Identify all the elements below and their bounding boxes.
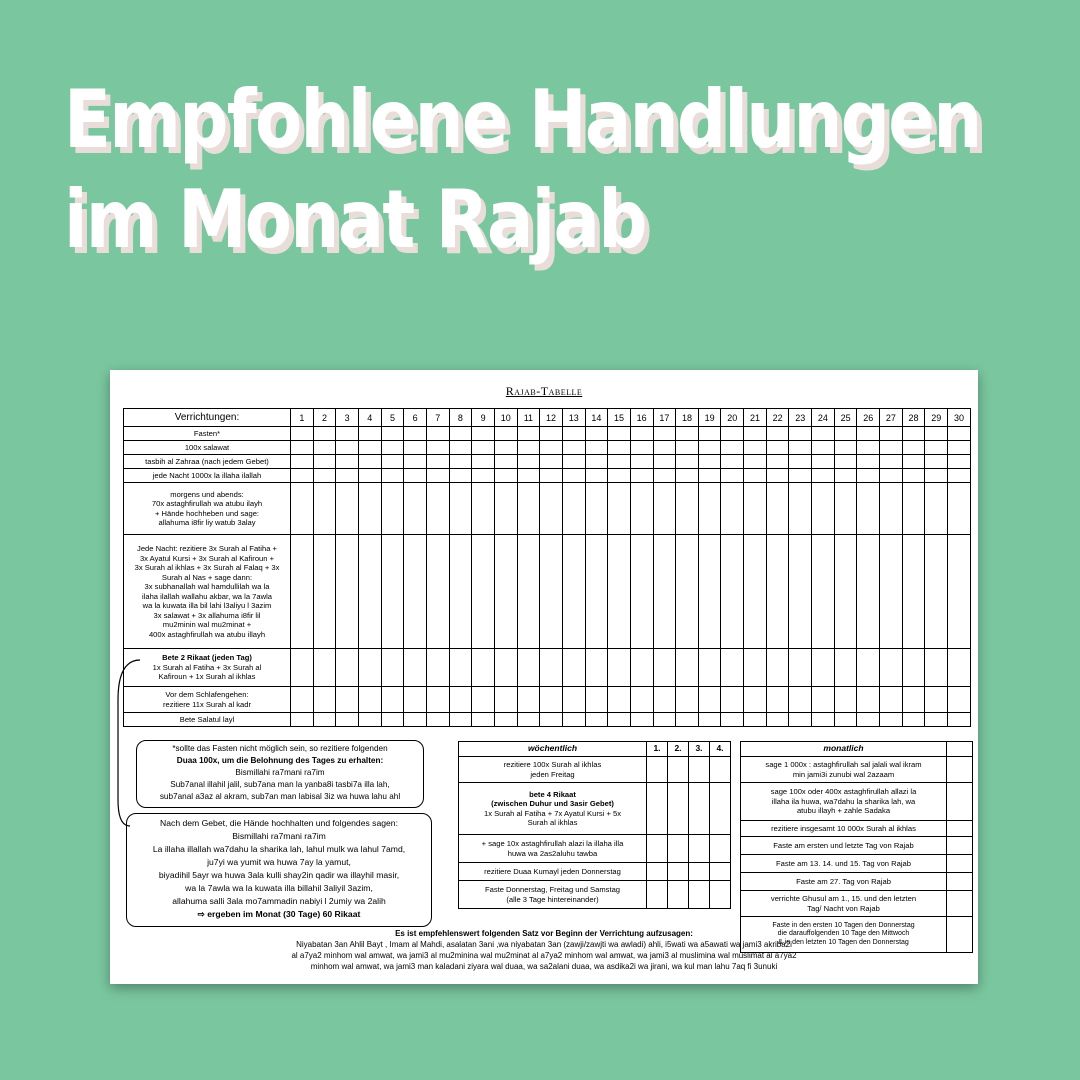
- day-header: 28: [902, 409, 925, 427]
- intention-line: al a7ya2 minhom wal amwat, wa jami3 al mu2minina wal mu2minat al a7ya2 minhom wal amwat, wa jami3 al muslimina wal muslimat al a7ya2: [291, 951, 797, 960]
- activities-header: Verrichtungen:: [124, 409, 291, 427]
- headline-line-1: Empfohlene Handlungen: [64, 73, 981, 166]
- activity-label: jede Nacht 1000x la illaha ilallah: [124, 469, 291, 483]
- day-header: 27: [880, 409, 903, 427]
- day-header: 25: [834, 409, 857, 427]
- prayer-note-line: La illaha illallah wa7dahu la sharika lah, lahul mulk wa lahul 7amd,: [152, 844, 406, 854]
- day-header: 4: [358, 409, 381, 427]
- day-header: 18: [676, 409, 699, 427]
- intention-heading: Es ist empfehlenswert folgenden Satz vor Beginn der Verrichtung aufzusagen:: [395, 929, 693, 938]
- monthly-activity-label: Faste in den ersten 10 Tagen den Donnerstag die darauffolgenden 10 Tage den Mittwoch & in den letzten 10 Tagen den Donnerstag: [741, 917, 947, 953]
- day-header: 15: [608, 409, 631, 427]
- day-header: 2: [313, 409, 336, 427]
- after-prayer-note: [126, 813, 432, 927]
- intention-note: [110, 928, 978, 972]
- headline: [64, 70, 981, 270]
- month-check-cell[interactable]: [947, 855, 973, 873]
- week-check-cell[interactable]: [647, 783, 668, 835]
- monthly-row: [741, 837, 973, 855]
- fasting-note-line: Duaa 100x, um die Belohnung des Tages zu erhalten:: [176, 756, 384, 765]
- monthly-check-header: [947, 742, 973, 757]
- day-header: 5: [381, 409, 404, 427]
- monthly-table: [740, 741, 973, 953]
- weekly-row: [459, 835, 731, 863]
- sheet-title: Rajab-Tabelle: [505, 384, 583, 398]
- week-check-cell[interactable]: [668, 881, 689, 909]
- weekly-row: [459, 863, 731, 881]
- day-header: 1: [291, 409, 314, 427]
- weekly-activity-label: rezitiere 100x Surah al ikhlas jeden Freitag: [459, 757, 647, 783]
- week-number-header: 2.: [668, 742, 689, 757]
- weekly-activity-label: + sage 10x astaghfirullah alazi la illaha illa huwa wa 2as2aluhu tawba: [459, 835, 647, 863]
- day-header: 16: [630, 409, 653, 427]
- activity-label: morgens und abends: 70x astaghfirullah wa atubu ilayh + Hände hochheben und sage: allahuma i8fir liy watub 3alay: [124, 483, 291, 535]
- prayer-note-line: Bismillahi ra7mani ra7im: [232, 831, 326, 841]
- fasting-note-line: *sollte das Fasten nicht möglich sein, so rezitiere folgenden: [172, 744, 388, 753]
- day-header: 26: [857, 409, 880, 427]
- intention-line: Niyabatan 3an Ahlil Bayt , Imam al Mahdi, asalatan 3ani ,wa niyabatan 3an (zawji/zawjti wa awladi) ahli, i5wati wa a5awati wa jami3 akriba2i: [296, 940, 792, 949]
- week-number-header: 3.: [689, 742, 710, 757]
- week-check-cell[interactable]: [668, 783, 689, 835]
- prayer-note-line: Nach dem Gebet, die Hände hochhalten und folgendes sagen:: [160, 818, 398, 828]
- headline-line-2: im Monat Rajab: [64, 173, 646, 266]
- month-check-cell[interactable]: [947, 891, 973, 917]
- monthly-activity-label: verrichte Ghusul am 1., 15. und den letzten Tag/ Nacht von Rajab: [741, 891, 947, 917]
- week-number-header: 1.: [647, 742, 668, 757]
- weekly-row: [459, 783, 731, 835]
- week-check-cell[interactable]: [689, 881, 710, 909]
- day-header: 10: [494, 409, 517, 427]
- weekly-row: [459, 757, 731, 783]
- monthly-row: [741, 757, 973, 783]
- week-number-header: 4.: [710, 742, 731, 757]
- weekly-row: [459, 881, 731, 909]
- week-check-cell[interactable]: [710, 835, 731, 863]
- week-check-cell[interactable]: [710, 881, 731, 909]
- day-header: 7: [426, 409, 449, 427]
- week-check-cell[interactable]: [710, 863, 731, 881]
- monthly-row: [741, 873, 973, 891]
- monthly-activity-label: Faste am ersten und letzte Tag von Rajab: [741, 837, 947, 855]
- day-header: 9: [472, 409, 495, 427]
- monthly-header-row: [741, 742, 973, 757]
- rajab-table-sheet: [110, 370, 978, 984]
- week-check-cell[interactable]: [647, 757, 668, 783]
- week-check-cell[interactable]: [668, 863, 689, 881]
- activity-label: Vor dem Schlafengehen: rezitiere 11x Surah al kadr: [124, 687, 291, 713]
- monthly-activity-label: sage 1 000x : astaghfirullah sal jalali wal ikram min jami3i zunubi wal 2azaam: [741, 757, 947, 783]
- activity-label: Bete 2 Rikaat (jeden Tag) 1x Surah al Fatiha + 3x Surah al Kafiroun + 1x Surah al ikhlas: [124, 649, 291, 687]
- day-header: 8: [449, 409, 472, 427]
- weekly-header-row: [459, 742, 731, 757]
- prayer-note-line: biyadihil 5ayr wa huwa 3ala kulli shay2in qadir wa illayhil masir,: [158, 870, 400, 880]
- day-header: 6: [404, 409, 427, 427]
- week-check-cell[interactable]: [647, 835, 668, 863]
- prayer-note-line: ju7yi wa yumit wa huwa 7ay la yamut,: [207, 857, 351, 867]
- monthly-activity-label: Faste am 13. 14. und 15. Tag von Rajab: [741, 855, 947, 873]
- day-header: 24: [812, 409, 835, 427]
- activity-label: tasbih al Zahraa (nach jedem Gebet): [124, 455, 291, 469]
- fasting-note-line: Bismillahi ra7mani ra7im: [235, 768, 325, 777]
- monthly-header: monatlich: [741, 742, 947, 757]
- monthly-row: [741, 783, 973, 821]
- week-check-cell[interactable]: [689, 835, 710, 863]
- day-header: 20: [721, 409, 744, 427]
- prayer-note-line: wa la 7awla wa la kuwata illa billahil 3aliyil 3azim,: [185, 883, 373, 893]
- activity-label: Fasten*: [124, 427, 291, 441]
- day-header: 13: [562, 409, 585, 427]
- day-header: 3: [336, 409, 359, 427]
- monthly-row: [741, 821, 973, 837]
- weekly-table: [458, 741, 731, 909]
- day-header: 21: [744, 409, 767, 427]
- week-check-cell[interactable]: [647, 881, 668, 909]
- prayer-note-result: ⇨ ergeben im Monat (30 Tage) 60 Rikaat: [197, 909, 361, 919]
- month-check-cell[interactable]: [947, 837, 973, 855]
- day-header: 22: [766, 409, 789, 427]
- day-header: 29: [925, 409, 948, 427]
- week-check-cell[interactable]: [710, 783, 731, 835]
- week-check-cell[interactable]: [710, 757, 731, 783]
- month-check-cell[interactable]: [947, 757, 973, 783]
- day-header: 11: [517, 409, 540, 427]
- activity-label: 100x salawat: [124, 441, 291, 455]
- week-check-cell[interactable]: [647, 863, 668, 881]
- weekly-activity-label: bete 4 Rikaat (zwischen Duhur und 3asir Gebet) 1x Surah al Fatiha + 7x Ayatul Kursi + 5x Surah al ikhlas: [459, 783, 647, 835]
- weekly-activity-label: rezitiere Duaa Kumayl jeden Donnerstag: [459, 863, 647, 881]
- monthly-activity-label: rezitiere insgesamt 10 000x Surah al ikhlas: [741, 821, 947, 837]
- day-header: 14: [585, 409, 608, 427]
- week-check-cell[interactable]: [689, 757, 710, 783]
- week-check-cell[interactable]: [668, 757, 689, 783]
- day-header: 23: [789, 409, 812, 427]
- week-check-cell[interactable]: [689, 783, 710, 835]
- day-header: 30: [948, 409, 971, 427]
- prayer-note-line: allahuma salli 3ala mo7ammadin nabiyi l 2umiy wa 2alih: [172, 896, 386, 906]
- monthly-activity-label: Faste am 27. Tag von Rajab: [741, 873, 947, 891]
- weekly-activity-label: Faste Donnerstag, Freitag und Samstag (alle 3 Tage hintereinander): [459, 881, 647, 909]
- fasting-note-line: Sub7anal illahil jalil, sub7ana man la yanba8i tasbi7a illa lah,: [170, 780, 390, 789]
- fasting-note-line: sub7anal a3az al akram, sub7an man labisal 3iz wa huwa lahu ahl: [159, 792, 401, 801]
- day-header: 19: [698, 409, 721, 427]
- month-check-cell[interactable]: [947, 783, 973, 821]
- monthly-row: [741, 891, 973, 917]
- intention-line: minhom wal amwat, wa jami3 man kaladani ziyara wal duaa, wa sa2alani duaa, wa asdika2i wa jirani, wa kul man lahu 7aq fi 3unuki: [310, 962, 778, 971]
- week-check-cell[interactable]: [689, 863, 710, 881]
- monthly-activity-label: sage 100x oder 400x astaghfirullah allazi la illaha ila huwa, wa7dahu la sharika lah, wa atubu illayh + zahle Sadaka: [741, 783, 947, 821]
- week-check-cell[interactable]: [668, 835, 689, 863]
- month-check-cell[interactable]: [947, 873, 973, 891]
- month-check-cell[interactable]: [947, 821, 973, 837]
- weekly-header: wöchentlich: [459, 742, 647, 757]
- fasting-alternative-note: [136, 740, 424, 808]
- day-header: 17: [653, 409, 676, 427]
- activity-label: Bete Salatul layl: [124, 713, 291, 727]
- activity-label: Jede Nacht: rezitiere 3x Surah al Fatiha + 3x Ayatul Kursi + 3x Surah al Kafiroun + 3x Surah al ikhlas + 3x Surah al Falaq + 3x Surah al Nas + sage dann: 3x subhanallah wal hamdullilah wa la ilaha ilallah wallahu akbar, wa la 7awla wa la kuwata illa bil lahi l3aliyu l 3azim 3x salawat + 3x allahuma i8fir lil mu2minin wal mu2minat + 400x astaghfirullah wa atubu illayh: [124, 535, 291, 649]
- day-header: 12: [540, 409, 563, 427]
- monthly-row: [741, 855, 973, 873]
